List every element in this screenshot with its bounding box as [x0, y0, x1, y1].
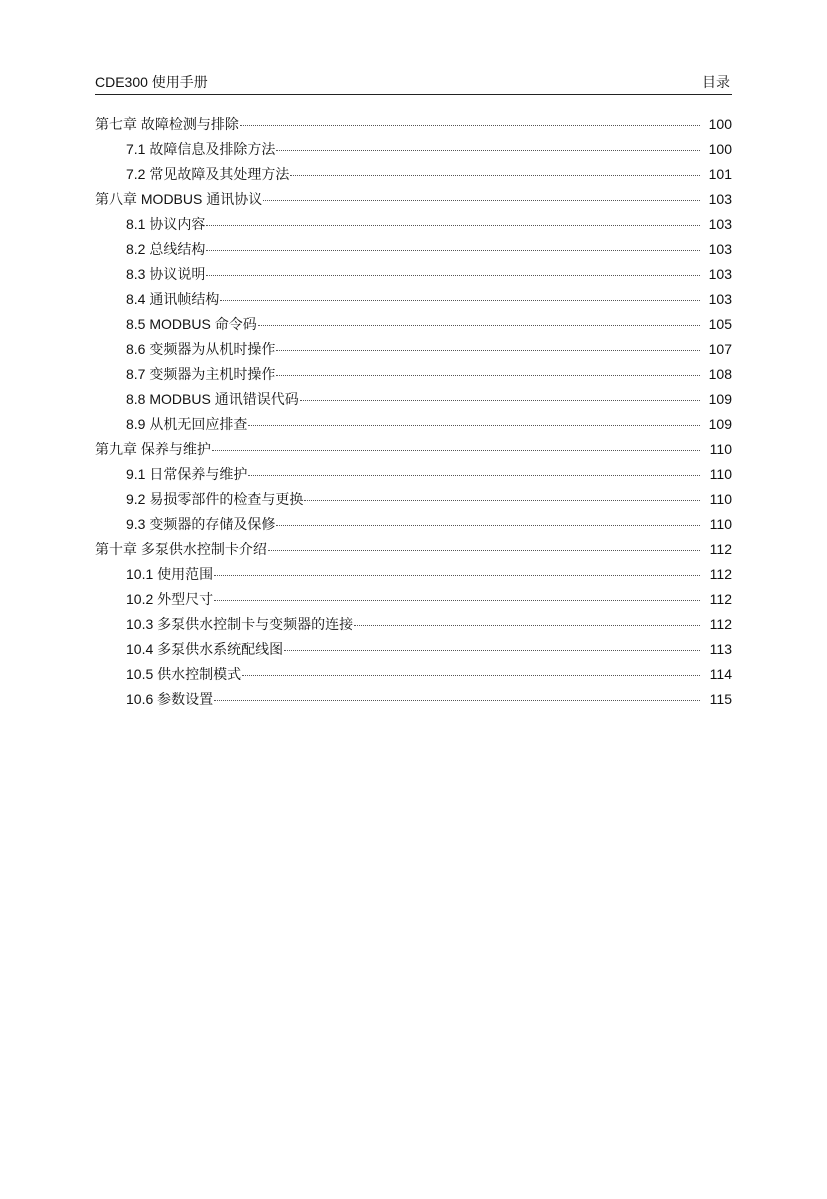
toc-entry-page: 109	[708, 416, 732, 432]
toc-entry-title: 8.8 MODBUS 通讯错误代码	[126, 391, 299, 407]
toc-entry-page: 107	[708, 341, 732, 357]
dot-leader	[214, 600, 700, 601]
toc-section-entry[interactable]	[95, 489, 732, 514]
dot-leader	[220, 300, 700, 301]
toc-section-entry[interactable]	[95, 364, 732, 389]
toc-entry-title: 8.7 变频器为主机时操作	[126, 366, 276, 382]
toc-entry-title: 8.4 通讯帧结构	[126, 291, 220, 307]
toc-section-entry[interactable]	[95, 664, 732, 689]
toc-chapter-entry[interactable]	[95, 114, 732, 139]
toc-entry-title: 9.2 易损零部件的检查与更换	[126, 491, 304, 507]
toc-entry-title: 8.5 MODBUS 命令码	[126, 316, 257, 332]
dot-leader	[290, 175, 700, 176]
toc-entry-page: 100	[708, 116, 732, 132]
dot-leader	[214, 575, 700, 576]
toc-entry-title: 8.6 变频器为从机时操作	[126, 341, 276, 357]
toc-section-entry[interactable]	[95, 389, 732, 414]
toc-entry-title: 7.2 常见故障及其处理方法	[126, 166, 290, 182]
dot-leader	[304, 500, 700, 501]
toc-section-entry[interactable]	[95, 239, 732, 264]
toc-chapter-entry[interactable]	[95, 439, 732, 464]
dot-leader	[206, 225, 700, 226]
toc-entry-title: 8.3 协议说明	[126, 266, 206, 282]
toc-entry-page: 112	[709, 541, 732, 557]
dot-leader	[276, 375, 700, 376]
toc-entry-title: 9.3 变频器的存储及保修	[126, 516, 276, 532]
toc-section-entry[interactable]	[95, 164, 732, 189]
dot-leader	[284, 650, 700, 651]
toc-entry-page: 100	[708, 141, 732, 157]
dot-leader	[354, 625, 700, 626]
toc-section-entry[interactable]	[95, 514, 732, 539]
page-header	[95, 70, 732, 95]
toc-entry-title: 第十章 多泵供水控制卡介绍	[95, 541, 267, 557]
toc-entry-title: 10.4 多泵供水系统配线图	[126, 641, 284, 657]
dot-leader	[248, 425, 700, 426]
dot-leader	[276, 350, 700, 351]
toc-entry-page: 108	[708, 366, 732, 382]
toc-section-entry[interactable]	[95, 564, 732, 589]
toc-entry-page: 114	[709, 666, 732, 682]
toc-entry-title: 10.6 参数设置	[126, 691, 214, 707]
toc-entry-title: 8.2 总线结构	[126, 241, 206, 257]
dot-leader	[212, 450, 700, 451]
toc-entry-page: 110	[709, 516, 732, 532]
toc-entry-title: 10.2 外型尺寸	[126, 591, 214, 607]
toc-entry-page: 112	[709, 591, 732, 607]
dot-leader	[300, 400, 700, 401]
toc-section-entry[interactable]	[95, 139, 732, 164]
dot-leader	[276, 150, 700, 151]
toc-entry-page: 110	[709, 441, 732, 457]
toc-entry-page: 112	[709, 616, 732, 632]
toc-entry-page: 103	[708, 266, 732, 282]
toc-section-entry[interactable]	[95, 589, 732, 614]
toc-entry-title: 10.5 供水控制模式	[126, 666, 242, 682]
toc-section-entry[interactable]	[95, 639, 732, 664]
toc-entry-page: 103	[708, 216, 732, 232]
toc-section-entry[interactable]	[95, 314, 732, 339]
toc-entry-page: 109	[708, 391, 732, 407]
toc-entry-page: 103	[708, 241, 732, 257]
toc-entry-title: 10.3 多泵供水控制卡与变频器的连接	[126, 616, 354, 632]
dot-leader	[276, 525, 700, 526]
toc-entry-title: 第七章 故障检测与排除	[95, 116, 239, 132]
dot-leader	[240, 125, 700, 126]
dot-leader	[206, 275, 700, 276]
toc-entry-title: 8.1 协议内容	[126, 216, 206, 232]
toc-entry-title: 第九章 保养与维护	[95, 441, 211, 457]
toc-entry-page: 115	[709, 691, 732, 707]
toc-section-entry[interactable]	[95, 339, 732, 364]
toc-section-entry[interactable]	[95, 464, 732, 489]
toc-section-entry[interactable]	[95, 214, 732, 239]
toc-section-entry[interactable]	[95, 689, 732, 714]
toc-section-entry[interactable]	[95, 614, 732, 639]
dot-leader	[206, 250, 700, 251]
toc-entry-title: 9.1 日常保养与维护	[126, 466, 248, 482]
toc-entry-title: 7.1 故障信息及排除方法	[126, 141, 276, 157]
document-title: CDE300 使用手册	[95, 74, 208, 90]
dot-leader	[268, 550, 700, 551]
toc-entry-page: 110	[709, 491, 732, 507]
toc-entry-title: 10.1 使用范围	[126, 566, 214, 582]
toc-section-entry[interactable]	[95, 414, 732, 439]
dot-leader	[248, 475, 700, 476]
dot-leader	[214, 700, 700, 701]
toc-entry-title: 第八章 MODBUS 通讯协议	[95, 191, 263, 207]
toc-entry-page: 103	[708, 191, 732, 207]
table-of-contents	[95, 114, 732, 714]
toc-chapter-entry[interactable]	[95, 189, 732, 214]
dot-leader	[258, 325, 700, 326]
section-name: 目录	[702, 74, 730, 90]
toc-entry-title: 8.9 从机无回应排查	[126, 416, 248, 432]
toc-entry-page: 110	[709, 466, 732, 482]
toc-chapter-entry[interactable]	[95, 539, 732, 564]
toc-entry-page: 105	[708, 316, 732, 332]
toc-entry-page: 113	[709, 641, 732, 657]
toc-entry-page: 112	[709, 566, 732, 582]
toc-section-entry[interactable]	[95, 289, 732, 314]
dot-leader	[263, 200, 700, 201]
dot-leader	[242, 675, 700, 676]
toc-entry-page: 101	[708, 166, 732, 182]
toc-entry-page: 103	[708, 291, 732, 307]
toc-section-entry[interactable]	[95, 264, 732, 289]
